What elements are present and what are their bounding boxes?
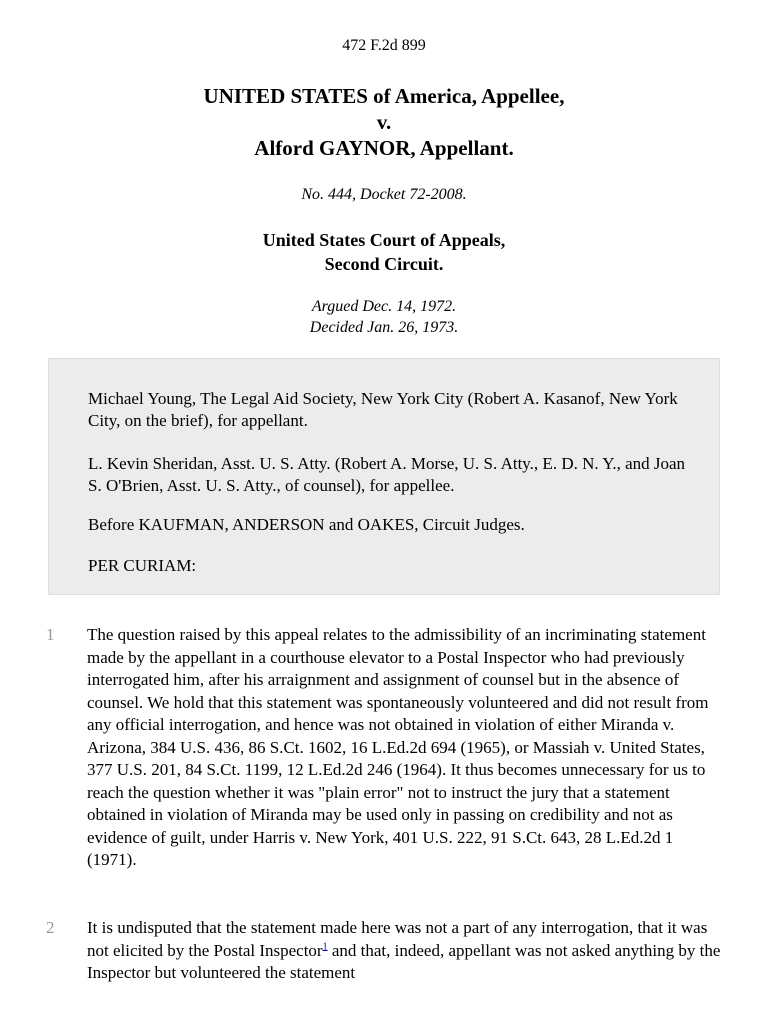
panel-judges: Before KAUFMAN, ANDERSON and OAKES, Circuit Judges. [88,515,525,534]
paragraph-text-before: It is undisputed that the statement made here was not a part of any interrogation, that it was not elicited by the Postal Inspector [87,918,708,960]
caption-versus: v. [376,110,392,134]
court-name-line2: Second Circuit. [324,254,444,274]
paragraph-text [87,917,727,985]
appellant-counsel: Michael Young, The Legal Aid Society, New York City (Robert A. Kasanof, New York City, on the brief), for appellant. [88,389,678,430]
court-name [0,228,768,276]
caption-appellant: Alford GAYNOR, Appellant. [254,136,514,160]
docket-number: No. 444, Docket 72-2008. [301,186,467,203]
paragraph-number: 1 [46,625,55,644]
case-caption [0,83,768,161]
footnote-link[interactable]: 1 [322,940,328,952]
case-dates [0,296,768,338]
paragraph-text-after: and that, indeed, appellant was not asked anything by the Inspector but volunteered the statement [87,940,721,982]
court-name-line1: United States Court of Appeals, [262,230,506,250]
case-citation: 472 F.2d 899 [342,37,426,54]
appellee-counsel: L. Kevin Sheridan, Asst. U. S. Atty. (Robert A. Morse, U. S. Atty., E. D. N. Y., and Joan S. O'Brien, Asst. U. S. Atty., of counsel), for appellee. [88,454,686,495]
decided-date: Decided Jan. 26, 1973. [309,319,459,336]
paragraph-number: 2 [46,918,55,937]
argued-date: Argued Dec. 14, 1972. [311,298,457,315]
per-curiam-label: PER CURIAM: [88,556,197,575]
paragraph-text: The question raised by this appeal relates to the admissibility of an incriminating statement made by the appellant in a courthouse elevator to a Postal Inspector who had previously interrogated him, after his arraignment and assignment of counsel but in the absence of counsel. We hold that this statement was spontaneously volunteered and did not result from any official interrogation, and hence was not obtained in violation of either Miranda v. Arizona, 384 U.S. 436, 86 S.Ct. 1602, 16 L.Ed.2d 694 (1965), or Massiah v. United States, 377 U.S. 201, 84 S.Ct. 1199, 12 L.Ed.2d 246 (1964). It thus becomes unnecessary for us to reach the question whether it was "plain error" not to instruct the jury that a statement obtained in violation of Miranda may be used only in passing on credibility and not as evidence of guilt, under Harris v. New York, 401 U.S. 222, 91 S.Ct. 643, 28 L.Ed.2d 1 (1971). [87,625,709,869]
counsel-box [48,358,720,595]
caption-appellee: UNITED STATES of America, Appellee, [203,84,565,108]
